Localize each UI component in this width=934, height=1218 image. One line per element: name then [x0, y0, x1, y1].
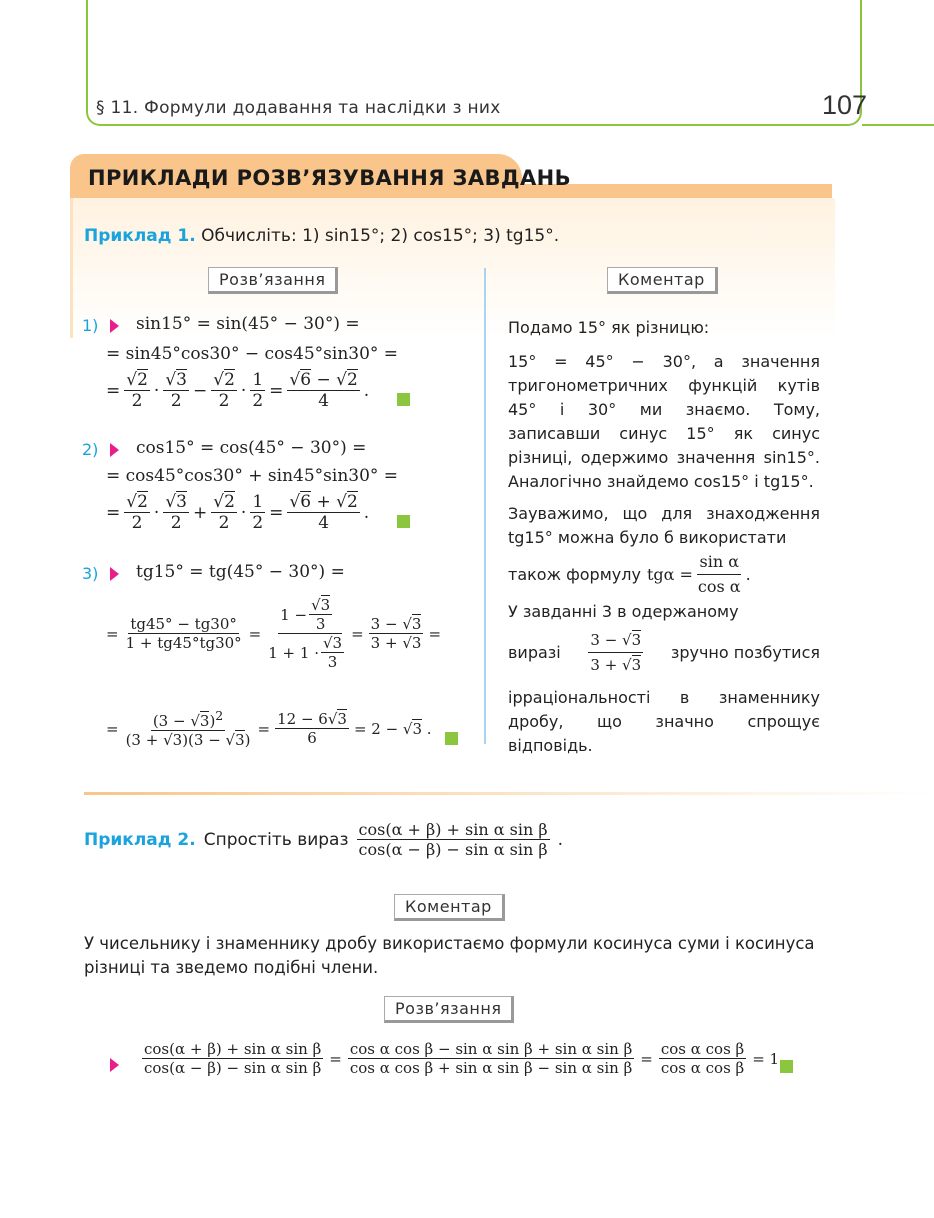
comment1-p2: 15° = 45° − 30°, а значення тригонометричних функцій кутів 45° і 30° ми знаємо. Тому, записавши синус 15° як синус різниці, одержимо значення sin15°. Аналогічно знайдемо cos15° і tg15°.	[508, 352, 820, 491]
comment1-p3: Зауважимо, що для знаходження tg15° можна було б використати	[508, 504, 820, 547]
comment1-p5: ірраціональності в знаменнику дробу, що значно спрощує відповідь.	[508, 688, 820, 755]
s1-line2: = sin45°cos30° − cos45°sin30° =	[106, 344, 399, 364]
running-title: § 11. Формули додавання та наслідки з них	[96, 98, 501, 118]
comment1-p3b: також формулу	[508, 564, 641, 584]
comment-tag-2: Коментар	[394, 894, 505, 921]
s1-line1: sin15° = sin(45° − 30°) =	[136, 314, 360, 334]
example2-task: Спростіть вираз	[203, 829, 349, 850]
marker-arrow-icon	[110, 443, 119, 457]
example1-heading	[84, 226, 559, 246]
header-rule	[862, 124, 934, 126]
end-mark	[780, 1060, 793, 1073]
example2-label: Приклад 2.	[84, 829, 196, 850]
s2-line3: = $\frac{√2}{2}$ · √3 2 + $\frac{√2}{2}$ · $\frac{1}{2}$ = $\frac{√6 + √2}{4}$ .	[106, 492, 370, 533]
solution-tag-1: Розв’язання	[208, 267, 338, 294]
column-divider	[484, 268, 486, 744]
s3-line2: = $\frac{tg45^\circ - tg30^\circ}{1 + tg45^\circ tg30^\circ}$ = 1 − √3 3 1 + 1 · √3 3 = $\frac{3 - √3}{3 + √3}$ =	[106, 596, 442, 671]
comment-tag-1: Коментар	[607, 267, 718, 294]
comment1-p1: Подамо 15° як різницю:	[508, 318, 710, 337]
comment1-formula-line: також формулу tgα = sin α cos α .	[508, 552, 751, 596]
comment1-expr-line: виразі 3 − √3 3 + √3 зручно позбутися	[508, 628, 820, 677]
comment1-p4a: У завданні 3 в одержаному	[508, 602, 739, 621]
s3-line3: = $\frac{(3 - √3)^2}{(3 + √3)(3 - √3)}$ = $\frac{12 - 6√3}{6}$ = 2 − √3 .	[106, 708, 432, 749]
marker-arrow-icon	[110, 319, 119, 333]
example2-heading: Приклад 2. Спростіть вираз cos(α + β) + sin α sin β cos(α − β) − sin α sin β .	[84, 820, 563, 859]
section-separator	[84, 792, 934, 795]
s2-line2: = cos45°cos30° + sin45°sin30° =	[106, 466, 399, 486]
example1-task: Обчисліть: 1) sin15°; 2) cos15°; 3) tg15°.	[201, 226, 560, 246]
s2-line1: cos15° = cos(45° − 30°) =	[136, 438, 367, 458]
marker-arrow-icon	[110, 1058, 119, 1072]
comment1-p4b: виразі	[508, 642, 561, 662]
example1-label: Приклад 1.	[84, 226, 196, 246]
end-mark	[397, 393, 410, 406]
s3-line1: tg15° = tg(45° − 30°) =	[136, 562, 345, 582]
item-number-3: 3)	[82, 564, 99, 583]
s1-line3: = $\frac{√2}{2}$ · √3 2 − $\frac{√2}{2}$ · $\frac{1}{2}$ = $\frac{√6 - √2}{4}$ .	[106, 370, 370, 411]
item-number-2: 2)	[82, 440, 99, 459]
section-title: ПРИКЛАДИ РОЗВ’ЯЗУВАННЯ ЗАВДАНЬ	[88, 166, 572, 190]
solution-tag-2: Розв’язання	[384, 996, 514, 1023]
item-number-1: 1)	[82, 316, 99, 335]
end-mark	[397, 515, 410, 528]
end-mark	[445, 732, 458, 745]
example2-solution: $\frac{\text{cos(α + β) + sin α sin β}}{\text{cos(α − β) − sin α sin β}}$ = $\frac{\text{cos α cos β − sin α sin β + sin α sin β}}{\text{cos α cos β + sin α sin β − sin α sin β}}$ = $\frac{\text{cos α cos β}}{\text{cos α cos β}}$ = 1	[144, 1040, 780, 1077]
page-number: 107	[822, 90, 868, 120]
comment1-p4c: зручно позбутися	[670, 642, 820, 662]
example2-comment: У чисельнику і знаменнику дробу використаємо формули косинуса суми і косинуса різниці та зведемо подібні члени.	[84, 934, 815, 977]
marker-arrow-icon	[110, 567, 119, 581]
